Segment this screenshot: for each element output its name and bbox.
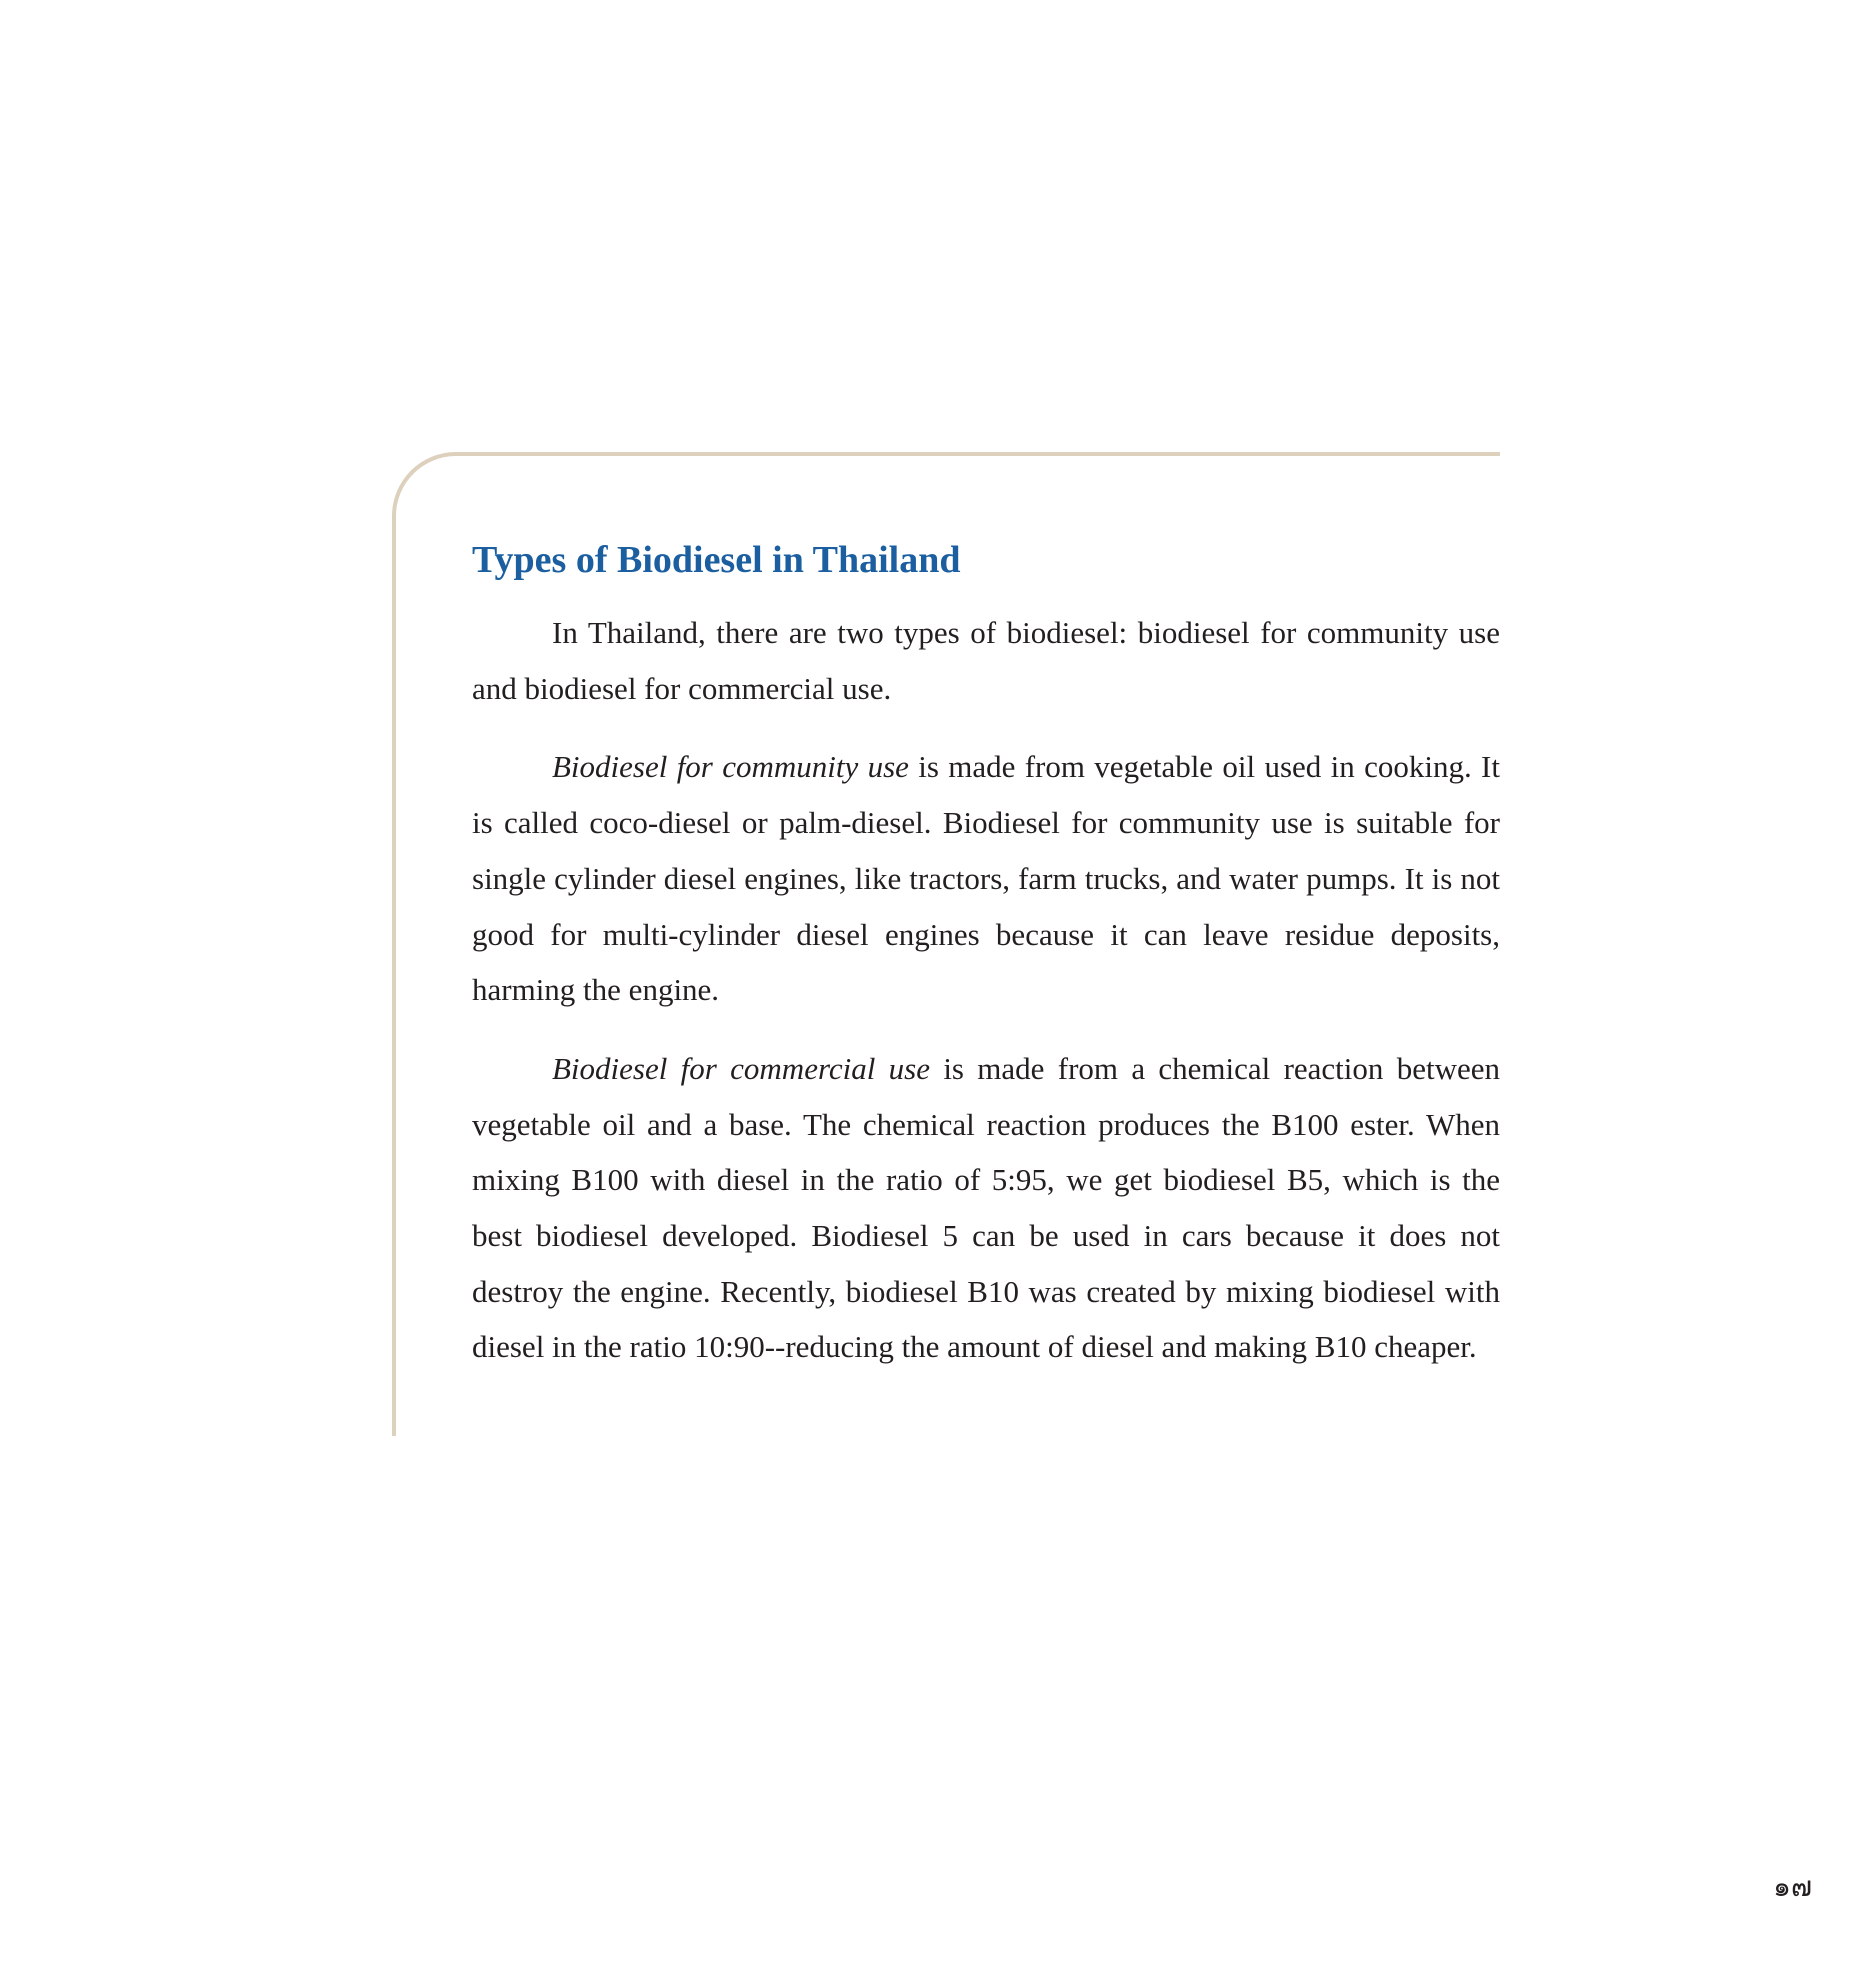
section-title: Types of Biodiesel in Thailand: [472, 539, 961, 581]
paragraph-community-use-lead: Biodiesel for community use: [552, 749, 909, 785]
paragraph-intro: [472, 605, 1500, 716]
section-content: [472, 535, 1500, 1398]
paragraph-community-use: [472, 739, 1500, 1018]
paragraph-commercial-use-lead: Biodiesel for commercial use: [552, 1050, 930, 1086]
paragraph-community-use-text: is made from vegetable oil used in cooking. It is called coco-diesel or palm-diesel. Biodiesel for community use is suitable for single cylinder diesel engines, like tractors, farm trucks, and water pumps. It is not good for multi-cylinder diesel engines because it can leave residue deposits, harming the engine.: [472, 749, 1500, 1008]
paragraph-intro-text: In Thailand, there are two types of biodiesel: biodiesel for community use and biodiesel for commercial use.: [472, 615, 1500, 706]
paragraph-commercial-use: [472, 1041, 1500, 1375]
page-number: ๑๗: [1773, 1870, 1812, 1903]
paragraph-commercial-use-text: is made from a chemical reaction between vegetable oil and a base. The chemical reaction produces the B100 ester. When mixing B100 with diesel in the ratio of 5:95, we get biodiesel B5, which is the best biodiesel developed. Biodiesel 5 can be used in cars because it does not destroy the engine. Recently, biodiesel B10 was created by mixing biodiesel with diesel in the ratio 10:90--reducing the amount of diesel and making B10 cheaper.: [472, 1050, 1500, 1365]
